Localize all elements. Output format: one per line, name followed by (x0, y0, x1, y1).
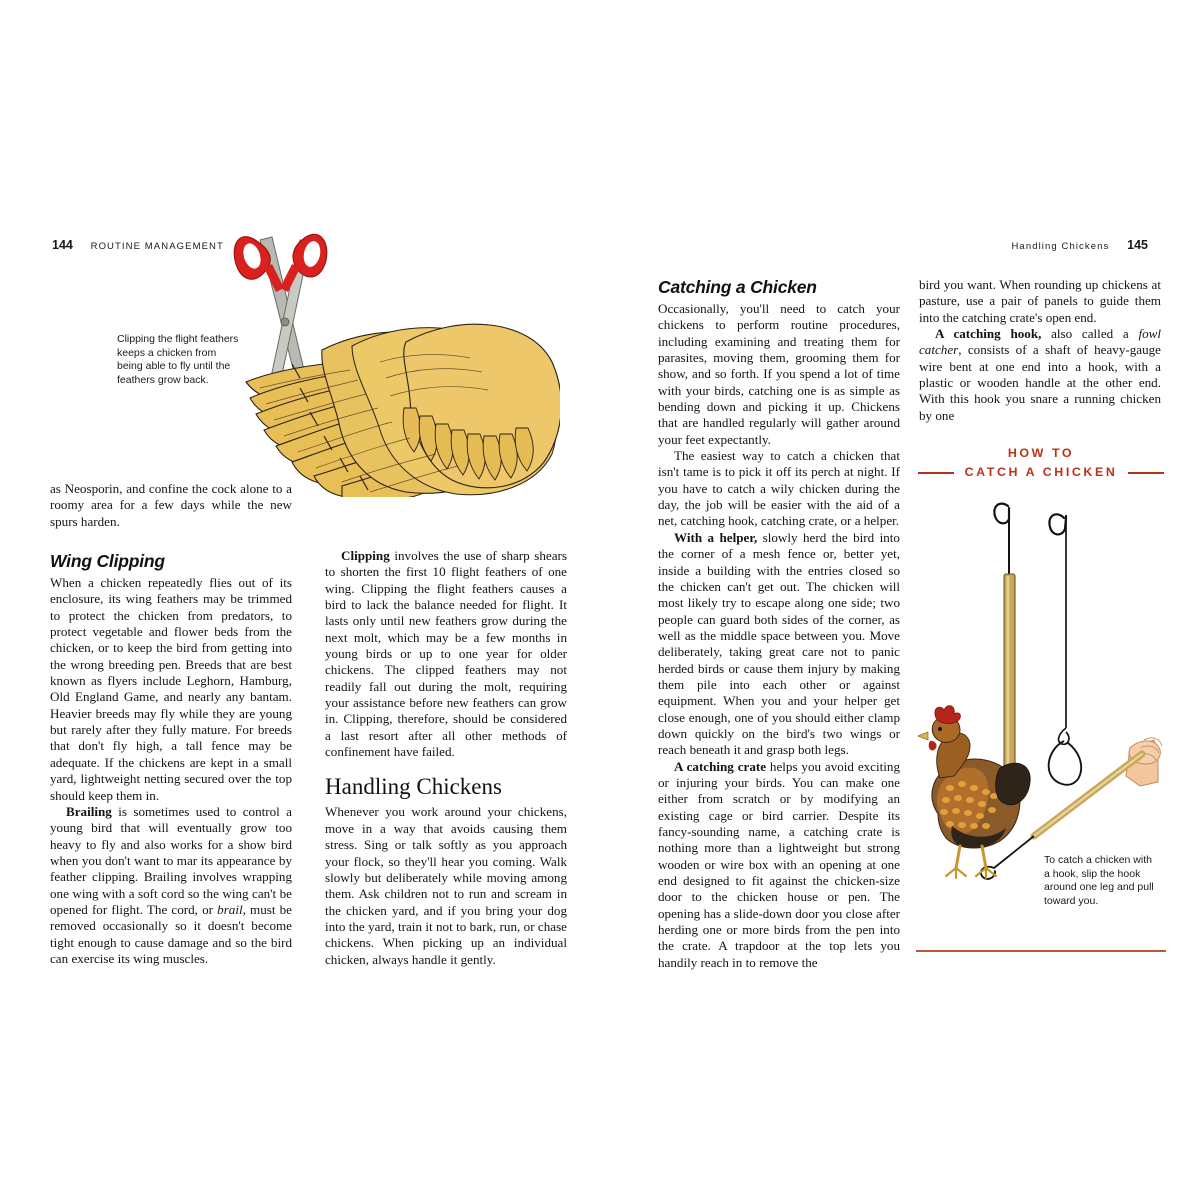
right-column-2 (919, 277, 1161, 424)
paragraph: When a chicken repeatedly flies out of its enclosure, its wing feathers may be trimmed to protect the chicken from predators, to protect vegetable and flower beds from the chicken, or to keep the bird from getting into the wrong breeding pen. Breeds that are best known as flyers include Leghorn, Hamburg, Old England Game, and nearly any bantam. Heavier breeds may fly while they are young but rarely after they fully mature. For breeds that don't fly high, a tall fence may be adequate. If the chickens are kept in a small yard, lightweight netting secured over the top should keep them in. (50, 575, 292, 803)
paragraph-with-a-helper: With a helper, slowly herd the bird into the corner of a mesh fence or, better yet, inside a building with the entries closed so the chicken can't get out. The chicken will most likely try to escape along one side; two people can guard both sides of the corner, as well as the middle space between you. Move deliberately, taking great care not to panic herded birds or cause them injury by making them pile into each other or against equipment. When you and your helper get close enough, one of you should either clamp down quickly on the bird's two wings or reach beneath it and grasp both legs. (658, 529, 900, 758)
sidebar-title-line-1: HOW TO (1007, 446, 1075, 460)
chicken-wing-illustration (230, 222, 560, 497)
left-column-2 (325, 548, 567, 968)
wing-figure-caption: Clipping the flight feathers keeps a chicken from being able to fly until the feathers grow back. (117, 333, 239, 386)
catching-hook-wire-illustration (1049, 514, 1082, 784)
paragraph-catching-hook: A catching hook, also called a fowl catcher, consists of a shaft of heavy-gauge wire bent at one end into a hook, with a plastic or wooden handle at the other end. With this hook you snare a running chicken by one (919, 326, 1161, 423)
right-column-1 (658, 277, 900, 971)
paragraph: Whenever you work around your chickens, move in a way that avoids causing them stress. Sing or talk softly as you approach your flock, so they'll hear you coming. Walk slowly but deliberately while moving among them. Ask children not to run and scream in the chicken yard, and if you bring your dog into the yard, train it not to bark, run, or chase chickens. When picking up an individual chicken, always handle it gently. (325, 804, 567, 967)
sidebar-heading (916, 444, 1166, 482)
paragraph: bird you want. When rounding up chickens at pasture, use a pair of panels to guide them into the catching crate's open end. (919, 277, 1161, 325)
sidebar-title-line-2: CATCH A CHICKEN (964, 465, 1118, 479)
lead-in-catching-crate: A catching crate (674, 758, 767, 774)
lead-in-with-a-helper: With a helper, (674, 529, 758, 545)
lead-in-brailing: Brailing (66, 803, 112, 819)
left-column-1 (50, 481, 292, 967)
paragraph-continued: as Neosporin, and confine the cock alone to a roomy area for a few days while the new spurs harden. (50, 481, 292, 529)
heading-catching-a-chicken: Catching a Chicken (658, 277, 817, 297)
heading-handling-chickens: Handling Chickens (325, 774, 502, 800)
chapter-title-left: ROUTINE MANAGEMENT (90, 241, 224, 252)
catching-hook-with-handle-illustration (994, 504, 1015, 786)
paragraph-clipping: Clipping involves the use of sharp shears to shorten the first 10 flight feathers of one wing. Clipping the flight feathers causes a bird to lack the balance needed for flight. It lasts only until new feathers grow during the next molt, which may be a few months in young birds or up to one year for older chickens. The clipped feathers may not readily fall out during the molt, requiring your assistance before new feathers can grow in. Clipping, therefore, should be considered a last resort after all other methods of confinement have failed. (325, 548, 567, 760)
page-number-right: 145 (1127, 238, 1148, 252)
sidebar-bottom-rule (916, 950, 1166, 952)
running-head-right (1011, 238, 1148, 252)
lead-in-catching-hook: A catching hook, (935, 326, 1042, 342)
paragraph: The easiest way to catch a chicken that isn't tame is to pick it off its perch at night. If you have to catch a wily chicken during the day, the job will be easier with the aid of a net, catching hook, catching crate, or a helper. (658, 448, 900, 529)
catching-hook-illustration-group (916, 496, 1166, 896)
lead-in-clipping: Clipping (341, 548, 390, 563)
sidebar-figure-caption: To catch a chicken with a hook, slip the hook around one leg and pull toward you. (1044, 854, 1154, 907)
paragraph: Occasionally, you'll need to catch your chickens to perform routine procedures, including examining and treating them for parasites, moving them, grooming them for show, and so forth. If you spend a lot of time with your birds, catching one is as simple as bending down and picking it up. Chickens that are handled regularly will gather around your feet expectantly. (658, 301, 900, 447)
page-number-left: 144 (52, 238, 73, 252)
running-head-left (52, 238, 224, 252)
paragraph-brailing: Brailing is sometimes used to control a young bird that will eventually grow too heavy to fly and also works for a show bird when you don't want to mar its appearance by feather clipping. Brailing involves wrapping one wing with a soft cord so the wing can't be opened for flight. The cord, or brail, must be removed occasionally so it doesn't become tight enough to cause damage and so the bird can exercise its wing muscles. (50, 803, 292, 966)
sidebar-how-to-catch-a-chicken (916, 436, 1166, 952)
chapter-title-right: Handling Chickens (1011, 241, 1110, 252)
heading-wing-clipping: Wing Clipping (50, 551, 165, 572)
paragraph-catching-crate: A catching crate helps you avoid exciting or injuring your birds. You can make one either from scratch or by modifying an existing cage or bird carrier. Despite its fancy-sounding name, a catching crate is nothing more than a lightweight but strong wooden or wire box with an opening at one end designed to fit against the chicken-size door to the chicken house or pen. The opening has a slide-down door you close after herding one or more birds from the pen into the crate. A trapdoor at the top lets you handily reach in to remove the (658, 758, 900, 970)
